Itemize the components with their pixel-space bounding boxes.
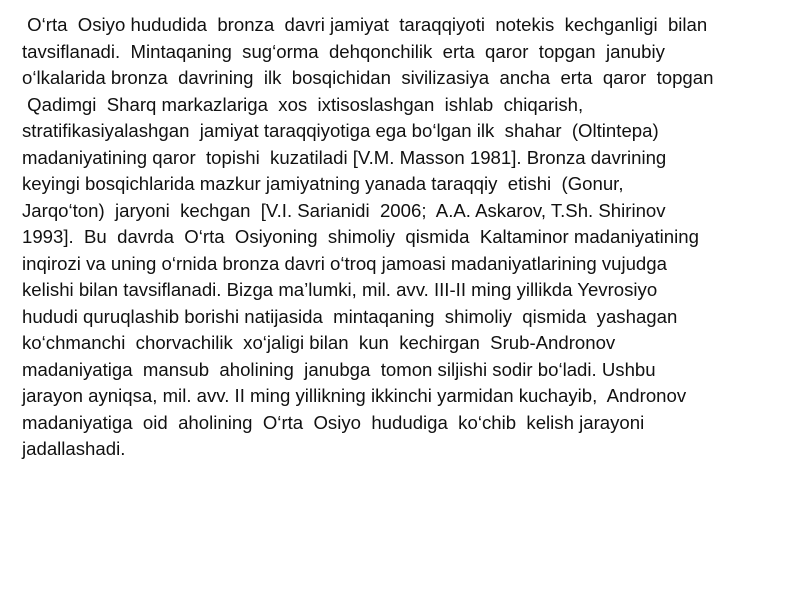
- paragraph-line-14: madaniyatiga mansub aholining janubga tomon siljishi sodir bo‘ladi. Ushbu: [22, 358, 656, 380]
- paragraph-line-3: o‘lkalarida bronza davrining ilk bosqichidan sivilizasiya ancha erta qaror topgan: [22, 67, 714, 88]
- paragraph-line-12: hududi quruqlashib borishi natijasida mintaqaning shimoliy qismida yashagan: [22, 305, 678, 327]
- paragraph-line-8: Jarqo‘ton) jaryoni kechgan [V.I. Sarianidi 2006; A.A. Askarov, T.Sh. Shirinov: [22, 199, 666, 221]
- paragraph-line-9: 1993]. Bu davrda O‘rta Osiyoning shimoliy qismida Kaltaminor madaniyatining: [22, 226, 699, 247]
- paragraph-line-4: Qadimgi Sharq markazlariga xos ixtisoslashgan ishlab chiqarish,: [22, 93, 584, 115]
- paragraph-line-13: ko‘chmanchi chorvachilik xo‘jaligi bilan kun kechirgan Srub-Andronov: [22, 332, 616, 353]
- paragraph-line-17: jadallashadi.: [22, 438, 126, 459]
- paragraph-line-5: stratifikasiyalashgan jamiyat taraqqiyotiga ega bo‘lgan ilk shahar (Oltintepa): [22, 120, 659, 141]
- paragraph-line-6: madaniyatining qaror topishi kuzatiladi [V.M. Masson 1981]. Bronza davrining: [22, 146, 667, 168]
- paragraph-line-10: inqirozi va uning o‘rnida bronza davri o‘troq jamoasi madaniyatlarining vujudga: [22, 252, 667, 274]
- paragraph-line-15: jarayon ayniqsa, mil. avv. II ming yillikning ikkinchi yarmidan kuchayib, Andronov: [22, 385, 687, 406]
- paragraph-line-7: keyingi bosqichlarida mazkur jamiyatning yanada taraqqiy etishi (Gonur,: [22, 173, 624, 194]
- paragraph-line-1: O‘rta Osiyo hududida bronza davri jamiyat taraqqiyoti notekis kechganligi bilan: [22, 14, 708, 35]
- paragraph-line-16: madaniyatiga oid aholining O‘rta Osiyo hududiga ko‘chib kelish jarayoni: [22, 411, 645, 433]
- body-paragraph: [22, 12, 782, 463]
- paragraph-line-2: tavsiflanadi. Mintaqaning sug‘orma dehqonchilik erta qaror topgan janubiy: [22, 40, 665, 62]
- paragraph-line-11: kelishi bilan tavsiflanadi. Bizga ma’lumki, mil. avv. III-II ming yillikda Yevrosiyo: [22, 279, 658, 300]
